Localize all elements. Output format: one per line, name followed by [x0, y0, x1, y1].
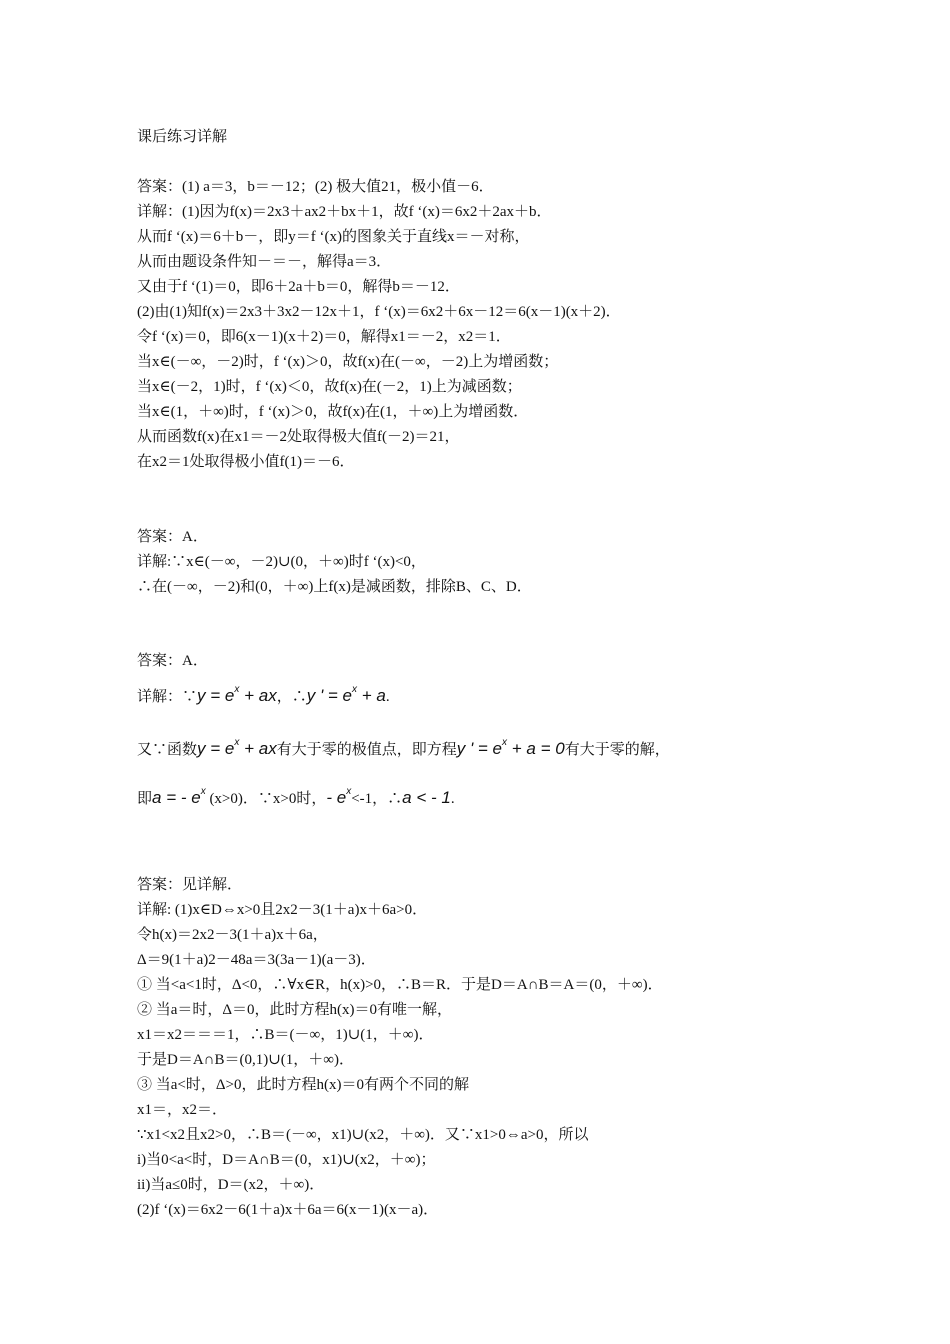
- s2-line: ∴在(－∞，－2)和(0，＋∞)上f(x)是减函数，排除B、C、D．: [137, 579, 532, 595]
- page-title: 课后练习详解: [137, 129, 228, 145]
- s4-line: x1＝，x2＝．: [137, 1102, 228, 1118]
- s1-line: 又由于f ‘(1)＝0，即6＋2a＋b＝0，解得b＝－12．: [137, 279, 460, 295]
- formula: $y = e^x$ + ax: [197, 684, 277, 705]
- s4-line: 令h(x)＝2x2－3(1＋a)x＋6a，: [137, 927, 328, 943]
- s4-line: 于是D＝A∩B＝(0,1)∪(1，＋∞)．: [137, 1052, 354, 1068]
- text: 即: [137, 791, 153, 807]
- s4-answer: 答案：见详解．: [137, 877, 243, 893]
- text: 又∵函数: [137, 742, 198, 758]
- s4-line: Δ＝9(1＋a)2－48a＝3(3a－1)(a－3)．: [137, 952, 376, 968]
- text: ，∴: [276, 689, 307, 705]
- s4-line: ② 当a＝时，Δ＝0，此时方程h(x)＝0有唯一解，: [137, 1002, 453, 1018]
- s1-line: 从而f ‘(x)＝6＋b－，即y＝f ‘(x)的图象关于直线x＝－对称，: [137, 229, 530, 245]
- s3-line1: [137, 680, 390, 707]
- s2-line: 详解:∵x∈(－∞，－2)∪(0，＋∞)时f ‘(x)<0，: [137, 554, 426, 570]
- s1-answer: 答案：(1) a＝3，b＝－12；(2) 极大值21，极小值－6．: [137, 179, 494, 195]
- s1-line: 在x2＝1处取得极小值f(1)＝－6．: [137, 454, 355, 470]
- text: 有大于零的极值点，即方程: [276, 742, 457, 758]
- s4-line: ∵x1<x2且x2>0，∴B＝(－∞，x1)∪(x2，＋∞)．又∵x1>0⇔a>0，所以: [137, 1127, 589, 1143]
- formula: - $e^x$: [326, 786, 352, 807]
- s4-line: ③ 当a<时，Δ>0，此时方程h(x)＝0有两个不同的解: [137, 1077, 469, 1093]
- text: 有大于零的解，: [564, 742, 670, 758]
- s1-line: 令f ‘(x)＝0，即6(x－1)(x＋2)＝0，解得x1＝－2，x2＝1．: [137, 329, 511, 345]
- text: .: [450, 791, 455, 807]
- s4-line: (2)f ‘(x)＝6x2－6(1＋a)x＋6a＝6(x－1)(x－a)．: [137, 1202, 439, 1218]
- s1-line: 详解：(1)因为f(x)＝2x3＋ax2＋bx＋1，故f ‘(x)＝6x2＋2ax＋b．: [137, 204, 552, 220]
- s1-line: 从而函数f(x)在x1＝－2处取得极大值f(－2)＝21，: [137, 429, 460, 445]
- text: .: [385, 689, 390, 705]
- s1-line: 当x∈(－2，1)时，f ‘(x)＜0，故f(x)在(－2，1)上为减函数；: [137, 379, 522, 395]
- text: <-1，∴: [351, 791, 403, 807]
- formula: y ' = $e^x + a = 0$: [456, 737, 565, 758]
- s4-line: x1＝x2＝＝＝1，∴B＝(－∞，1)∪(1，＋∞)．: [137, 1027, 434, 1043]
- text: 详解：∵: [137, 689, 198, 705]
- s1-line: (2)由(1)知f(x)＝2x3＋3x2－12x＋1，f ‘(x)＝6x2＋6x－12＝6(x－1)(x＋2)．: [137, 304, 621, 320]
- formula: a = - $e^x$: [152, 786, 206, 807]
- s2-answer: 答案：A．: [137, 529, 208, 545]
- s3-answer: 答案：A．: [137, 653, 208, 669]
- formula: y ' = $e^x + a$: [306, 684, 386, 705]
- s4-line: 详解: (1)x∈D⇔x>0且2x2－3(1＋a)x＋6a>0．: [137, 902, 428, 918]
- s1-line: 当x∈(1，＋∞)时，f ‘(x)＞0，故f(x)在(1，＋∞)上为增函数．: [137, 404, 529, 420]
- s3-line2: [137, 733, 670, 760]
- formula: a < - 1: [402, 788, 451, 807]
- s1-line: 从而由题设条件知－＝－，解得a＝3．: [137, 254, 392, 270]
- text: (x>0)．∵x>0时，: [205, 791, 327, 807]
- s4-line: ii)当a≤0时，D＝(x2，＋∞)．: [137, 1177, 325, 1193]
- s4-line: ① 当<a<1时，Δ<0，∴∀x∈R，h(x)>0，∴B＝R．于是D＝A∩B＝A＝(0，＋∞)．: [137, 977, 663, 993]
- formula: $y = e^x$ + ax: [197, 737, 277, 758]
- s4-line: i)当0<a<时，D＝A∩B＝(0，x1)∪(x2，＋∞)；: [137, 1152, 436, 1168]
- s3-line3: [137, 782, 455, 809]
- s1-line: 当x∈(－∞，－2)时，f ‘(x)＞0，故f(x)在(－∞，－2)上为增函数；: [137, 354, 559, 370]
